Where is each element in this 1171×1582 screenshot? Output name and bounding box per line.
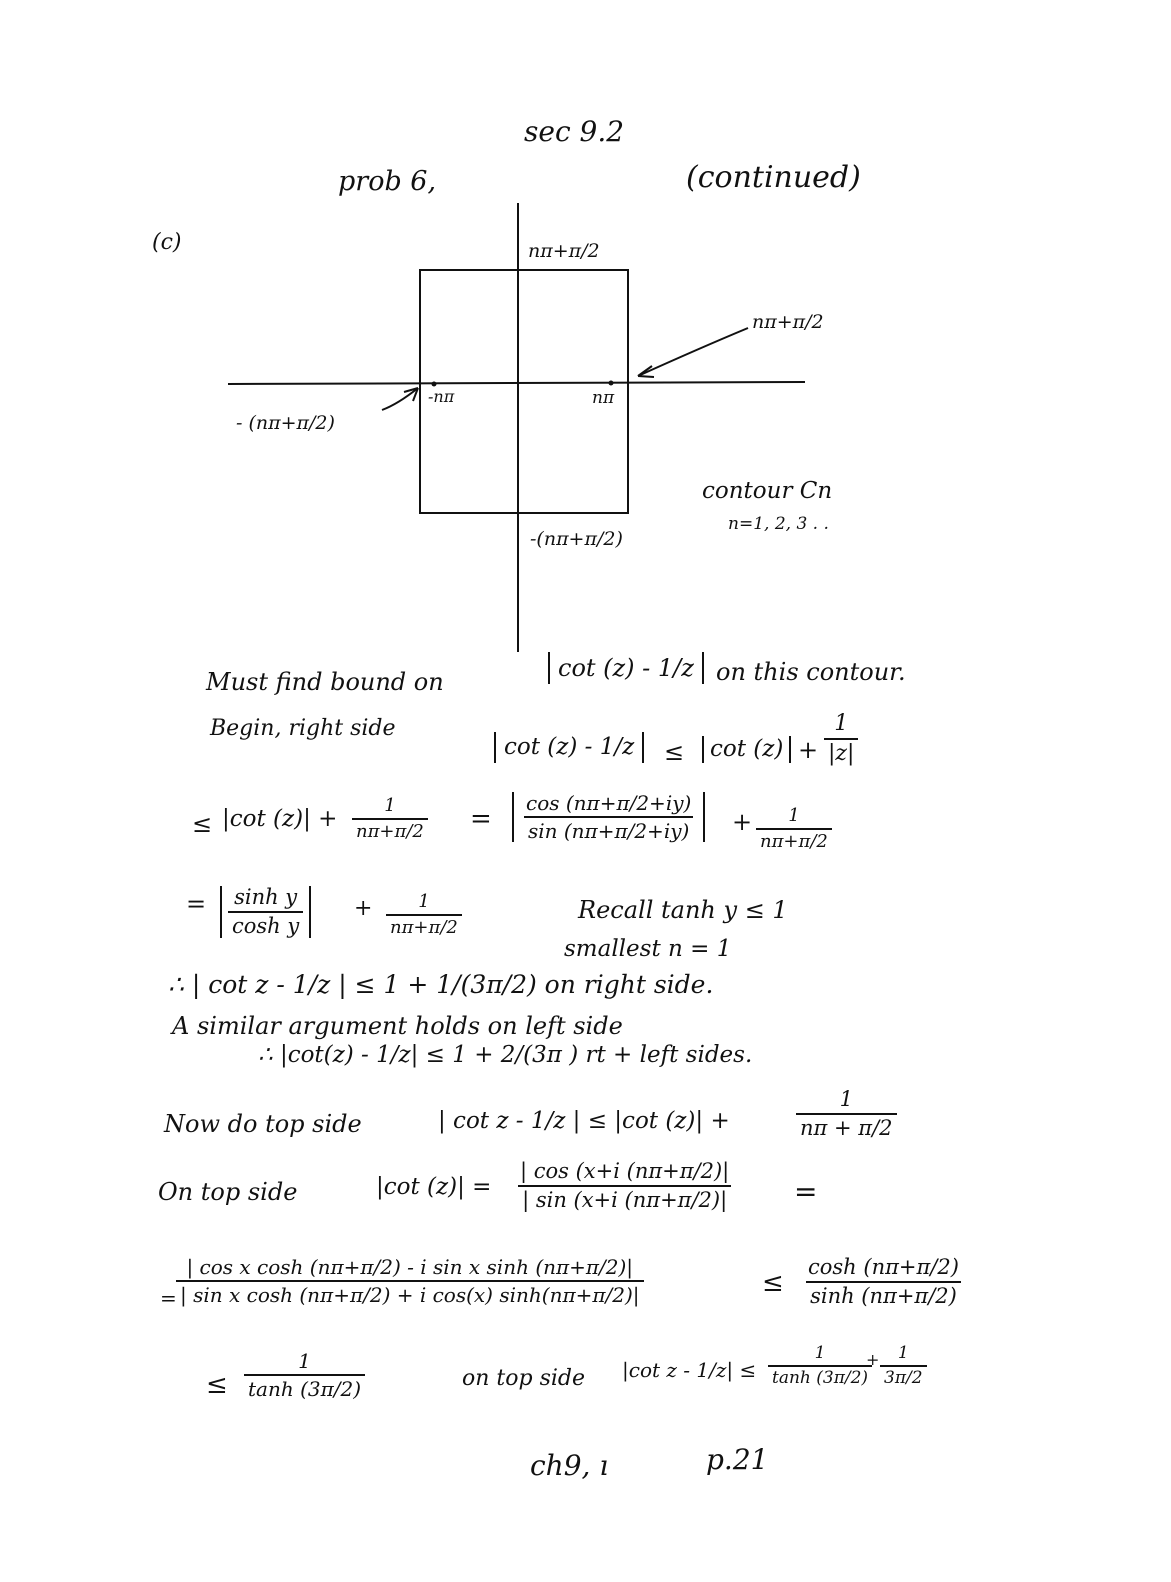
- line4-frac-num: sinh y: [234, 885, 298, 909]
- line9-fraction: [516, 1160, 733, 1212]
- line11-fraction: [244, 1350, 365, 1400]
- line2-text: Begin, right side: [210, 716, 396, 741]
- line3-frac3-num: 1: [788, 805, 800, 826]
- line1-text: Must find bound on: [206, 668, 444, 696]
- line10-frac2-den: sinh (nπ+π/2): [806, 1281, 961, 1308]
- line3-fraction2: [512, 792, 705, 842]
- point-neg-n-pi: [432, 382, 437, 387]
- right-arrow-label: nπ+π/2: [752, 311, 824, 333]
- line2-fraction: [824, 712, 858, 766]
- line4-eq: =: [186, 890, 207, 918]
- line3-frac1-num: 1: [384, 795, 396, 816]
- line9-expr: |cot (z)| =: [376, 1174, 492, 1200]
- line10-frac-num: | cos x cosh (nπ+π/2) - i sin x sinh (nπ+π/2)|: [186, 1255, 634, 1279]
- line8-expr: | cot z - 1/z | ≤ |cot (z)| +: [438, 1108, 730, 1134]
- line4-frac-den: cosh y: [228, 911, 303, 938]
- line4-smallest: smallest n = 1: [564, 936, 732, 962]
- line10-le: ≤: [762, 1268, 784, 1298]
- line11-frac3-den: 3π/2: [880, 1365, 927, 1388]
- neg-n-pi-label: -nπ: [428, 387, 455, 406]
- left-arrow-label: - (nπ+π/2): [236, 412, 335, 434]
- line11-mid: on top side: [462, 1366, 585, 1391]
- line1-tail: on this contour.: [716, 658, 906, 686]
- line10-eq: =: [160, 1286, 177, 1310]
- line3-eq: =: [470, 804, 492, 834]
- line10-fraction2: [804, 1256, 963, 1308]
- line3-fraction3: [756, 806, 832, 852]
- line7-text: ∴ |cot(z) - 1/z| ≤ 1 + 2/(3π ) rt + left sides.: [258, 1042, 753, 1068]
- top-label: nπ+π/2: [528, 240, 600, 262]
- line2-plus: +: [798, 736, 819, 764]
- line3-frac3-den: nπ+π/2: [756, 828, 832, 852]
- line10-frac2-num: cosh (nπ+π/2): [808, 1255, 959, 1279]
- contour-name: contour Cn: [702, 478, 833, 504]
- continued-label: (continued): [686, 160, 861, 195]
- line3-plus: +: [732, 808, 753, 836]
- line10-frac-den: | sin x cosh (nπ+π/2) + i cos(x) sinh(nπ+π/2)|: [176, 1280, 644, 1306]
- line11-expr: |cot z - 1/z| ≤: [622, 1358, 757, 1382]
- right-arrow-head: [638, 366, 654, 377]
- contour-n: n=1, 2, 3 . .: [728, 514, 829, 534]
- line11-frac-den: tanh (3π/2): [244, 1374, 365, 1400]
- line4-recall: Recall tanh y ≤ 1: [578, 896, 788, 924]
- line2-lhs: cot (z) - 1/z: [494, 732, 644, 763]
- n-pi-label: nπ: [592, 388, 615, 408]
- line9-text: On top side: [158, 1178, 298, 1206]
- line11-frac-num: 1: [298, 1349, 311, 1373]
- line3-fraction1: [352, 796, 428, 842]
- line8-frac-num: 1: [839, 1087, 853, 1111]
- line1-expr: cot (z) - 1/z: [548, 652, 704, 684]
- line2-frac-den: |z|: [824, 738, 858, 766]
- line2-frac-num: 1: [834, 711, 849, 736]
- line4-fraction2: [386, 892, 462, 938]
- line9-frac-num: | cos (x+i (nπ+π/2)|: [520, 1159, 730, 1183]
- right-arrow: [638, 328, 748, 376]
- line8-fraction: [796, 1088, 897, 1140]
- line4-plus: +: [354, 896, 373, 921]
- line9-frac-den: | sin (x+i (nπ+π/2)|: [518, 1185, 731, 1212]
- line11-plus: +: [866, 1350, 880, 1369]
- line4-frac2-num: 1: [418, 891, 430, 912]
- line3-frac1-den: nπ+π/2: [352, 818, 428, 842]
- line11-frac2-den: tanh (3π/2): [768, 1365, 872, 1388]
- section-heading: sec 9.2: [524, 115, 625, 148]
- line11-fraction2: [768, 1344, 872, 1387]
- line3-le: ≤: [192, 810, 213, 838]
- point-n-pi: [609, 381, 614, 386]
- line2-rhs: cot (z): [702, 736, 791, 763]
- line4-frac2-den: nπ+π/2: [386, 914, 462, 938]
- line6-text: A similar argument holds on left side: [172, 1012, 623, 1040]
- line5-text: ∴ | cot z - 1/z | ≤ 1 + 1/(3π/2) on right side.: [168, 970, 714, 999]
- problem-label: prob 6,: [338, 166, 437, 197]
- line11-le: ≤: [206, 1370, 228, 1400]
- line3-frac2-den: sin (nπ+π/2+iy): [524, 816, 693, 842]
- line11-frac2-num: 1: [814, 1343, 826, 1363]
- line2-le: ≤: [664, 738, 685, 766]
- chapter-label: ch9, ı: [530, 1449, 609, 1482]
- page-number: p.21: [706, 1443, 769, 1476]
- bottom-label: -(nπ+π/2): [530, 528, 623, 550]
- line3-text: |cot (z)| +: [222, 806, 338, 832]
- part-label: (c): [152, 230, 182, 255]
- line11-frac3-num: 1: [897, 1343, 909, 1363]
- left-arrow: [382, 388, 418, 410]
- line9-eq: =: [794, 1175, 818, 1208]
- line8-text: Now do top side: [164, 1110, 362, 1138]
- line11-fraction3: [880, 1344, 927, 1387]
- line4-fraction: [220, 886, 311, 938]
- line10-fraction: [176, 1256, 644, 1306]
- line3-frac2-num: cos (nπ+π/2+iy): [526, 791, 692, 815]
- line8-frac-den: nπ + π/2: [796, 1113, 897, 1140]
- real-axis: [228, 382, 805, 384]
